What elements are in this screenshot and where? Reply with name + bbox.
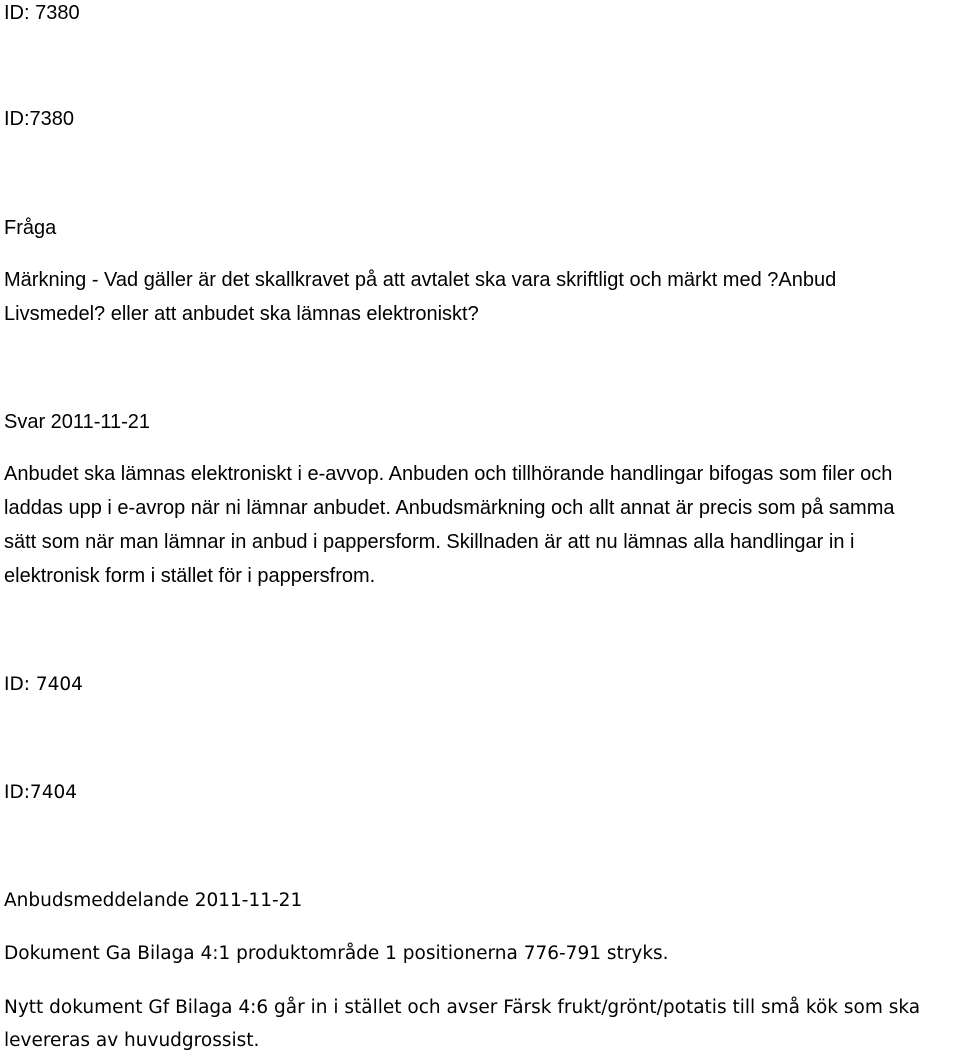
question-heading: Fråga bbox=[4, 217, 57, 239]
answer-text-line: laddas upp i e-avrop när ni lämnar anbudet. Anbudsmärkning och allt annat är precis som på samma bbox=[4, 497, 895, 519]
answer-text-line: sätt som när man lämnar in anbud i pappersform. Skillnaden är att nu lämnas alla handlingar in i bbox=[4, 531, 855, 553]
notice-text-line: Nytt dokument Gf Bilaga 4:6 går in i stället och avser Färsk frukt/grönt/potatis till små kök som ska bbox=[4, 997, 921, 1018]
answer-text-line: elektronisk form i stället för i pappersfrom. bbox=[4, 565, 376, 587]
notice-heading: Anbudsmeddelande 2011-11-21 bbox=[4, 890, 303, 911]
question-text-line: Livsmedel? eller att anbudet ska lämnas elektroniskt? bbox=[4, 303, 479, 325]
entry-id-heading: ID: 7404 bbox=[4, 674, 83, 695]
answer-heading: Svar 2011-11-21 bbox=[4, 411, 151, 433]
entry-id-label: ID:7404 bbox=[4, 782, 78, 803]
notice-text-line: Dokument Ga Bilaga 4:1 produktområde 1 positionerna 776-791 stryks. bbox=[4, 943, 669, 964]
entry-id-label: ID:7380 bbox=[4, 108, 75, 130]
notice-text-line: levereras av huvudgrossist. bbox=[4, 1030, 260, 1051]
question-text-line: Märkning - Vad gäller är det skallkravet på att avtalet ska vara skriftligt och märkt med ?Anbud bbox=[4, 269, 837, 291]
entry-id-heading: ID: 7380 bbox=[4, 2, 80, 24]
answer-text-line: Anbudet ska lämnas elektroniskt i e-avvop. Anbuden och tillhörande handlingar bifogas som filer och bbox=[4, 463, 893, 485]
